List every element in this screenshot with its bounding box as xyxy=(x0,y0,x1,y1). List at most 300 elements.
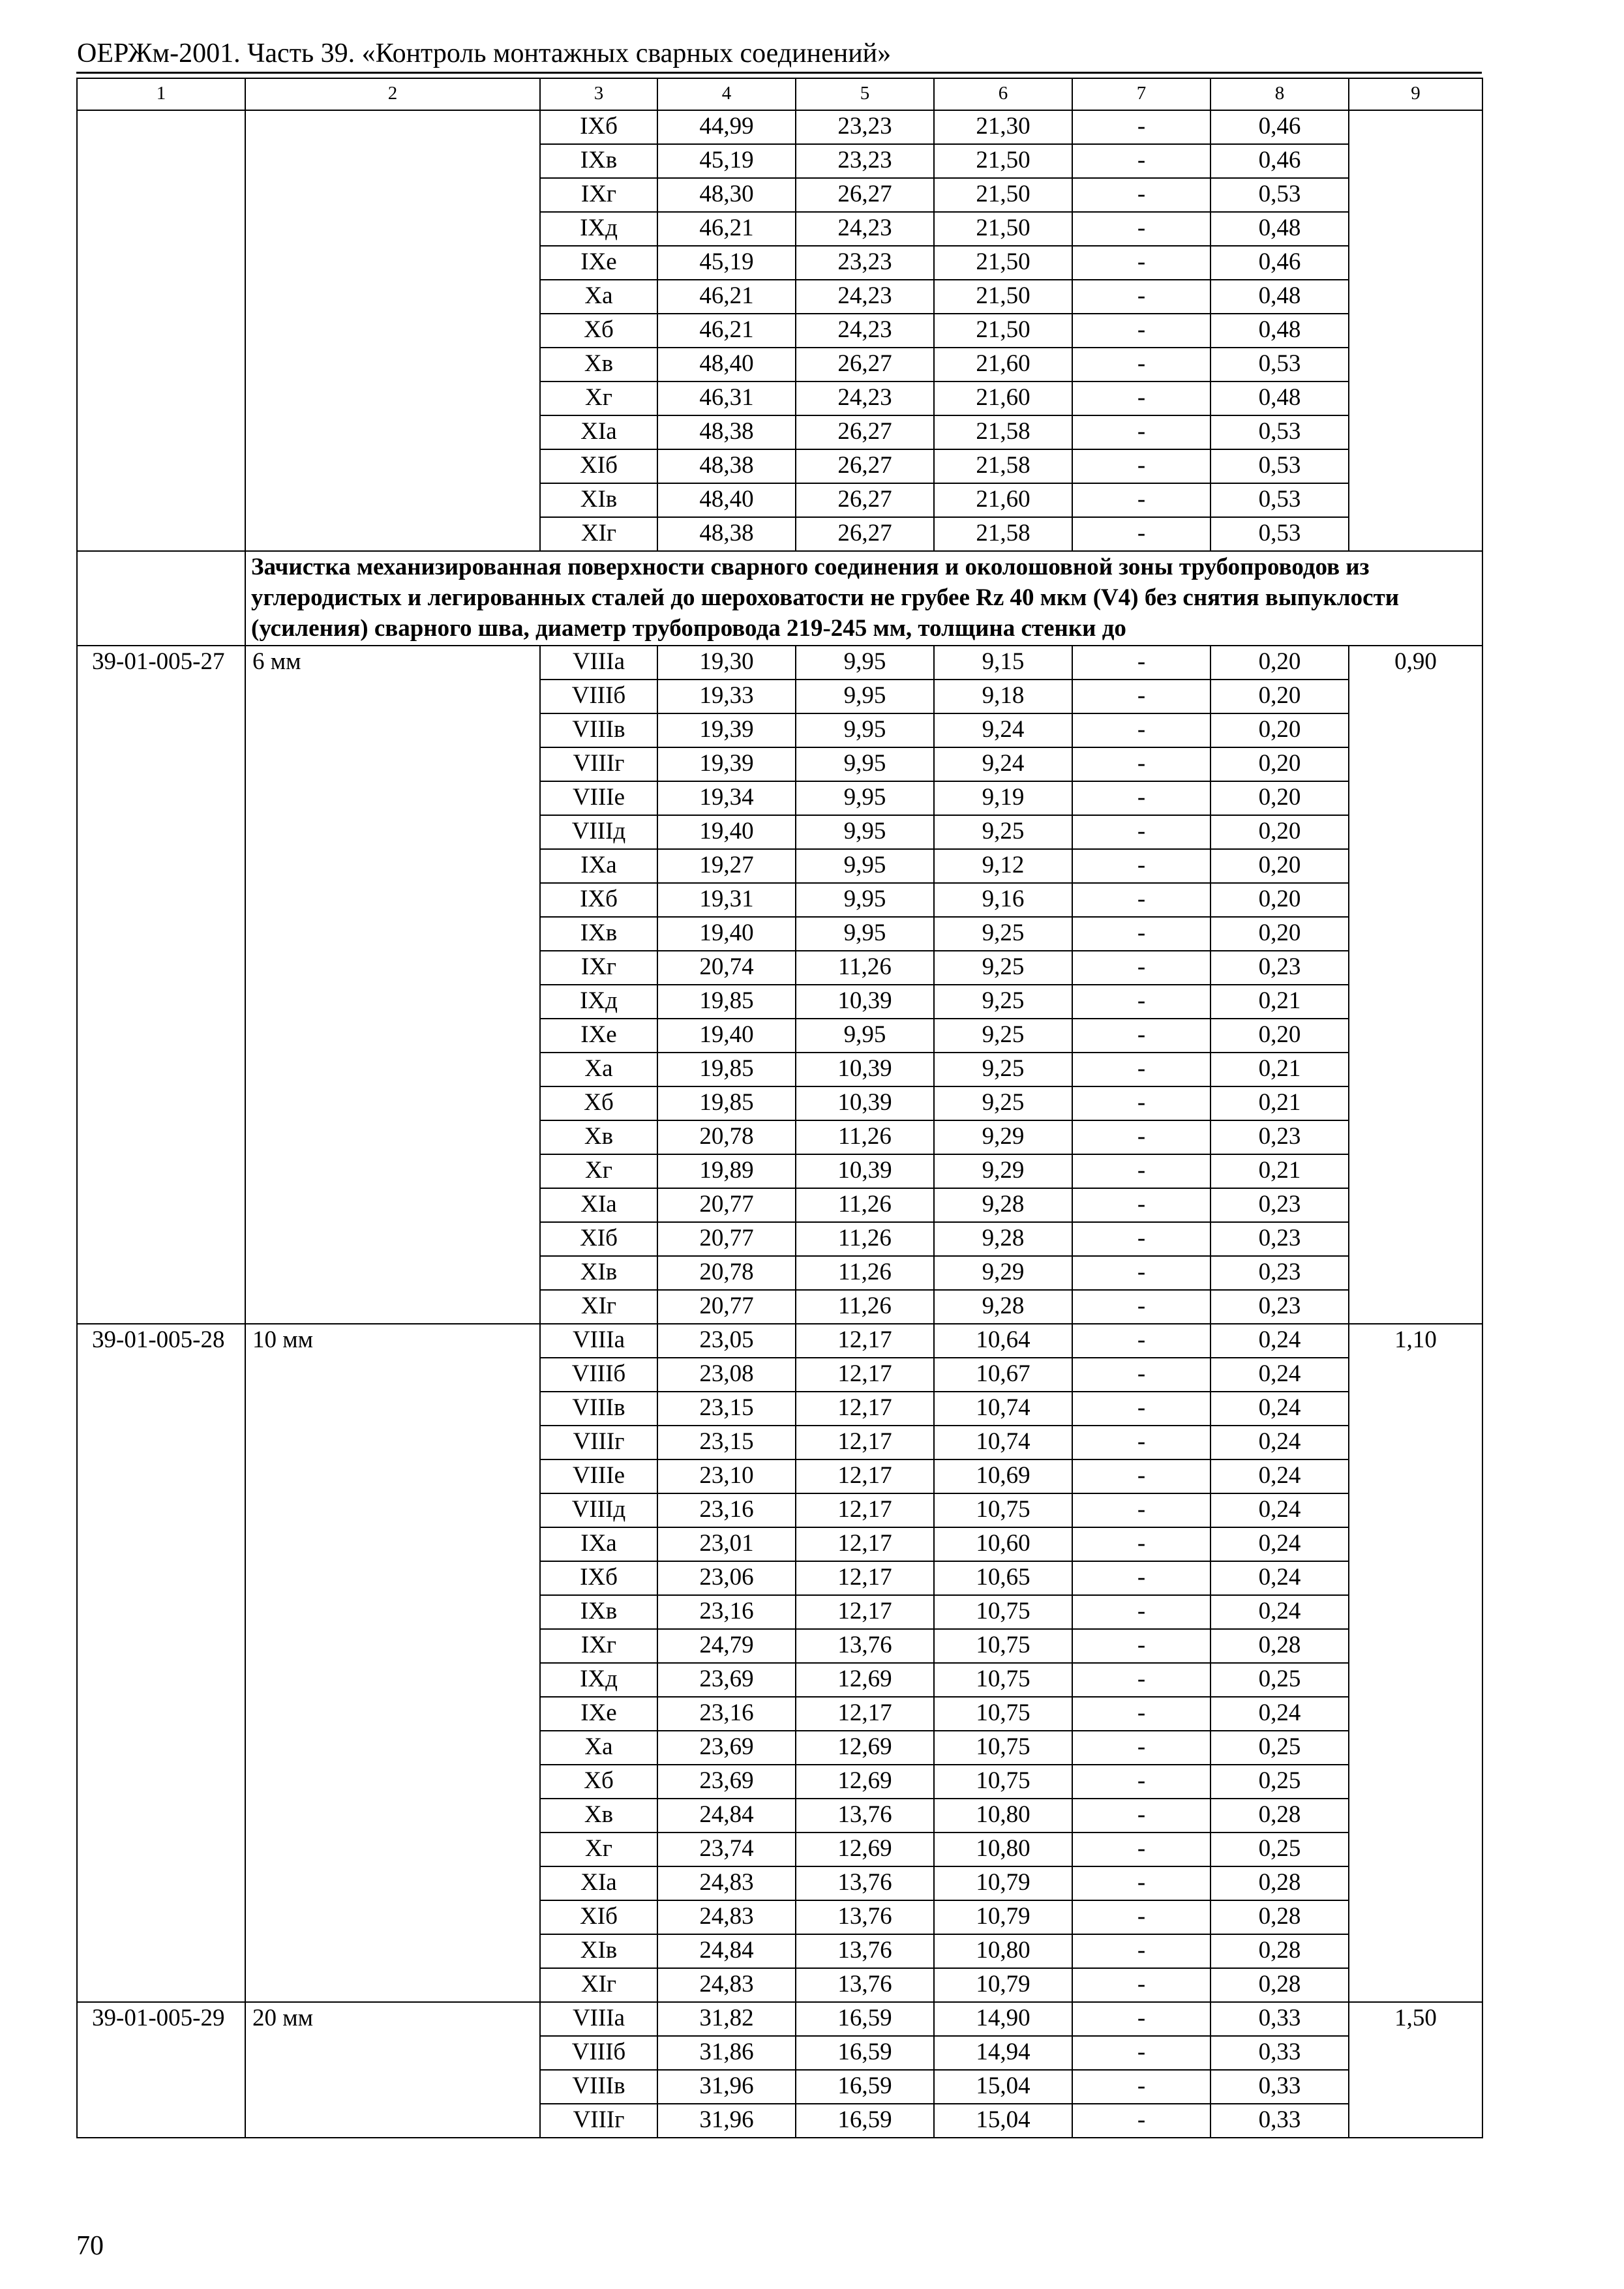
value-cell: 10,69 xyxy=(934,1459,1072,1493)
value-cell: 10,74 xyxy=(934,1426,1072,1459)
value-cell: IXг xyxy=(540,1629,657,1663)
value-cell: - xyxy=(1072,1493,1210,1527)
value-cell: IXг xyxy=(540,951,657,985)
value-cell: Xб xyxy=(540,1765,657,1799)
rate-code: 39-01-005-29 xyxy=(77,2002,245,2138)
value-cell: 0,24 xyxy=(1210,1459,1349,1493)
value-cell: IXв xyxy=(540,144,657,178)
value-cell: - xyxy=(1072,1120,1210,1154)
value-cell: - xyxy=(1072,483,1210,517)
value-cell: 0,20 xyxy=(1210,849,1349,883)
value-cell: 10,75 xyxy=(934,1663,1072,1697)
value-cell: 0,21 xyxy=(1210,1086,1349,1120)
value-cell: 0,33 xyxy=(1210,2070,1349,2104)
value-cell: 0,28 xyxy=(1210,1866,1349,1900)
value-cell: 10,79 xyxy=(934,1968,1072,2002)
table-row xyxy=(77,1324,1482,1358)
value-cell: 20,78 xyxy=(657,1120,796,1154)
value-cell: - xyxy=(1072,144,1210,178)
value-cell: 12,69 xyxy=(796,1663,934,1697)
value-cell: 9,29 xyxy=(934,1120,1072,1154)
value-cell: IXб xyxy=(540,110,657,144)
value-cell: 0,25 xyxy=(1210,1663,1349,1697)
value-cell: 10,64 xyxy=(934,1324,1072,1358)
value-cell: 11,26 xyxy=(796,1222,934,1256)
value-cell: 0,20 xyxy=(1210,646,1349,680)
value-cell: 23,15 xyxy=(657,1426,796,1459)
value-cell: Xв xyxy=(540,1120,657,1154)
value-cell: 48,38 xyxy=(657,415,796,449)
value-cell: 0,28 xyxy=(1210,1968,1349,2002)
value-cell: 12,17 xyxy=(796,1697,934,1731)
value-cell: 31,96 xyxy=(657,2104,796,2138)
value-cell: 0,25 xyxy=(1210,1765,1349,1799)
value-cell: 12,17 xyxy=(796,1358,934,1392)
value-cell: 0,28 xyxy=(1210,1934,1349,1968)
value-cell: Xв xyxy=(540,1799,657,1833)
value-cell: 0,23 xyxy=(1210,951,1349,985)
value-cell: - xyxy=(1072,246,1210,280)
value-cell: - xyxy=(1072,2036,1210,2070)
value-cell: 45,19 xyxy=(657,246,796,280)
value-cell: 10,75 xyxy=(934,1493,1072,1527)
value-cell: 23,16 xyxy=(657,1697,796,1731)
value-cell: 21,50 xyxy=(934,178,1072,212)
value-cell: 23,01 xyxy=(657,1527,796,1561)
page-header-title: ОЕРЖм-2001. Часть 39. «Контроль монтажных сварных соединений» xyxy=(77,38,892,68)
value-cell: 19,30 xyxy=(657,646,796,680)
value-cell: 48,38 xyxy=(657,517,796,551)
value-cell: 44,99 xyxy=(657,110,796,144)
value-cell: 24,83 xyxy=(657,1900,796,1934)
value-cell: 24,84 xyxy=(657,1934,796,1968)
value-cell: 20,77 xyxy=(657,1222,796,1256)
value-cell: 21,60 xyxy=(934,483,1072,517)
value-cell: VIIIв xyxy=(540,2070,657,2104)
value-cell: Xб xyxy=(540,314,657,348)
column-number: 7 xyxy=(1072,78,1210,110)
value-cell: 23,23 xyxy=(796,246,934,280)
value-cell: 23,16 xyxy=(657,1595,796,1629)
norm-value: 1,50 xyxy=(1349,2002,1482,2138)
value-cell: - xyxy=(1072,1256,1210,1290)
value-cell: - xyxy=(1072,1426,1210,1459)
value-cell: 21,60 xyxy=(934,348,1072,382)
value-cell: 10,79 xyxy=(934,1900,1072,1934)
value-cell: 9,28 xyxy=(934,1290,1072,1324)
value-cell: 19,39 xyxy=(657,747,796,781)
value-cell: 16,59 xyxy=(796,2070,934,2104)
value-cell: VIIIa xyxy=(540,2002,657,2036)
value-cell: 14,94 xyxy=(934,2036,1072,2070)
value-cell: 24,79 xyxy=(657,1629,796,1663)
value-cell: 0,33 xyxy=(1210,2104,1349,2138)
wall-thickness: 10 мм xyxy=(245,1324,540,2002)
value-cell: 0,20 xyxy=(1210,781,1349,815)
value-cell: 0,25 xyxy=(1210,1731,1349,1765)
value-cell: 46,21 xyxy=(657,212,796,246)
value-cell: 23,10 xyxy=(657,1459,796,1493)
value-cell: 0,53 xyxy=(1210,483,1349,517)
value-cell: - xyxy=(1072,1697,1210,1731)
value-cell: 10,60 xyxy=(934,1527,1072,1561)
value-cell: 0,20 xyxy=(1210,680,1349,713)
value-cell: 0,24 xyxy=(1210,1697,1349,1731)
value-cell: 24,23 xyxy=(796,212,934,246)
value-cell: 24,84 xyxy=(657,1799,796,1833)
value-cell: 19,31 xyxy=(657,883,796,917)
value-cell: 13,76 xyxy=(796,1629,934,1663)
value-cell: 0,24 xyxy=(1210,1392,1349,1426)
value-cell: 0,23 xyxy=(1210,1222,1349,1256)
value-cell: - xyxy=(1072,415,1210,449)
value-cell: 21,60 xyxy=(934,382,1072,415)
value-cell: - xyxy=(1072,646,1210,680)
value-cell: 21,50 xyxy=(934,212,1072,246)
value-cell: - xyxy=(1072,1290,1210,1324)
column-number: 3 xyxy=(540,78,657,110)
value-cell: 23,15 xyxy=(657,1392,796,1426)
value-cell: XIв xyxy=(540,1256,657,1290)
value-cell: VIIIв xyxy=(540,1392,657,1426)
value-cell: 13,76 xyxy=(796,1799,934,1833)
value-cell: 13,76 xyxy=(796,1900,934,1934)
value-cell: 19,34 xyxy=(657,781,796,815)
value-cell: 24,23 xyxy=(796,314,934,348)
value-cell: 0,20 xyxy=(1210,747,1349,781)
value-cell: IXб xyxy=(540,883,657,917)
value-cell: 9,25 xyxy=(934,1086,1072,1120)
value-cell: 0,48 xyxy=(1210,314,1349,348)
value-cell: - xyxy=(1072,314,1210,348)
value-cell: 21,58 xyxy=(934,449,1072,483)
value-cell: 12,17 xyxy=(796,1595,934,1629)
value-cell: 0,24 xyxy=(1210,1595,1349,1629)
value-cell: 9,28 xyxy=(934,1222,1072,1256)
value-cell: - xyxy=(1072,985,1210,1019)
value-cell: 0,46 xyxy=(1210,246,1349,280)
value-cell: VIIIе xyxy=(540,1459,657,1493)
table-row xyxy=(77,646,1482,680)
value-cell: - xyxy=(1072,781,1210,815)
value-cell: 19,85 xyxy=(657,1053,796,1086)
rate-code: 39-01-005-28 xyxy=(77,1324,245,2002)
value-cell: 9,95 xyxy=(796,680,934,713)
value-cell: IXв xyxy=(540,1595,657,1629)
norm-value: 0,90 xyxy=(1349,646,1482,1324)
value-cell: VIIIг xyxy=(540,747,657,781)
column-number: 8 xyxy=(1210,78,1349,110)
value-cell: 9,95 xyxy=(796,747,934,781)
value-cell: 0,28 xyxy=(1210,1629,1349,1663)
value-cell: - xyxy=(1072,1392,1210,1426)
value-cell: 16,59 xyxy=(796,2104,934,2138)
value-cell: 21,50 xyxy=(934,246,1072,280)
value-cell: VIIIa xyxy=(540,646,657,680)
value-cell: 12,17 xyxy=(796,1324,934,1358)
value-cell: 21,50 xyxy=(934,314,1072,348)
value-cell: 0,48 xyxy=(1210,212,1349,246)
value-cell: 9,29 xyxy=(934,1256,1072,1290)
column-number: 1 xyxy=(77,78,245,110)
value-cell: 19,33 xyxy=(657,680,796,713)
value-cell: VIIIв xyxy=(540,713,657,747)
value-cell: - xyxy=(1072,1934,1210,1968)
value-cell: - xyxy=(1072,382,1210,415)
value-cell: 9,95 xyxy=(796,1019,934,1053)
rate-code: 39-01-005-27 xyxy=(77,646,245,1324)
value-cell: - xyxy=(1072,110,1210,144)
value-cell: 9,95 xyxy=(796,781,934,815)
value-cell: VIIIб xyxy=(540,2036,657,2070)
value-cell: 23,05 xyxy=(657,1324,796,1358)
value-cell: XIa xyxy=(540,415,657,449)
value-cell: - xyxy=(1072,2002,1210,2036)
value-cell: 11,26 xyxy=(796,1290,934,1324)
value-cell: IXг xyxy=(540,178,657,212)
value-cell: 16,59 xyxy=(796,2002,934,2036)
value-cell: 26,27 xyxy=(796,517,934,551)
value-cell: 10,39 xyxy=(796,1086,934,1120)
value-cell: 26,27 xyxy=(796,415,934,449)
value-cell: 10,80 xyxy=(934,1833,1072,1866)
value-cell: 9,95 xyxy=(796,713,934,747)
value-cell: 9,28 xyxy=(934,1188,1072,1222)
value-cell: 12,69 xyxy=(796,1833,934,1866)
table-row xyxy=(77,110,1482,144)
value-cell: 10,39 xyxy=(796,985,934,1019)
value-cell: IXa xyxy=(540,849,657,883)
value-cell: VIIIе xyxy=(540,781,657,815)
value-cell: 11,26 xyxy=(796,1188,934,1222)
value-cell: 0,23 xyxy=(1210,1188,1349,1222)
value-cell: 19,39 xyxy=(657,713,796,747)
value-cell: XIб xyxy=(540,1222,657,1256)
value-cell: 48,40 xyxy=(657,348,796,382)
value-cell: - xyxy=(1072,2104,1210,2138)
value-cell: 48,40 xyxy=(657,483,796,517)
value-cell: - xyxy=(1072,1595,1210,1629)
value-cell: IXе xyxy=(540,246,657,280)
value-cell: 0,23 xyxy=(1210,1120,1349,1154)
value-cell: VIIIa xyxy=(540,1324,657,1358)
value-cell: 12,17 xyxy=(796,1426,934,1459)
value-cell: - xyxy=(1072,2070,1210,2104)
value-cell: 9,95 xyxy=(796,883,934,917)
value-cell: 24,83 xyxy=(657,1866,796,1900)
value-cell: - xyxy=(1072,517,1210,551)
value-cell: IXе xyxy=(540,1697,657,1731)
value-cell: 9,16 xyxy=(934,883,1072,917)
value-cell: 26,27 xyxy=(796,449,934,483)
value-cell: XIб xyxy=(540,1900,657,1934)
value-cell: 23,06 xyxy=(657,1561,796,1595)
value-cell: 10,39 xyxy=(796,1154,934,1188)
value-cell: 9,12 xyxy=(934,849,1072,883)
value-cell: 10,75 xyxy=(934,1595,1072,1629)
value-cell: VIIIд xyxy=(540,1493,657,1527)
page-number: 70 xyxy=(76,2231,104,2261)
value-cell: 19,40 xyxy=(657,1019,796,1053)
value-cell: 0,53 xyxy=(1210,348,1349,382)
value-cell: 20,74 xyxy=(657,951,796,985)
value-cell: - xyxy=(1072,883,1210,917)
value-cell: 9,25 xyxy=(934,985,1072,1019)
value-cell: 0,48 xyxy=(1210,280,1349,314)
value-cell: 0,21 xyxy=(1210,1053,1349,1086)
value-cell: 48,38 xyxy=(657,449,796,483)
value-cell: - xyxy=(1072,178,1210,212)
value-cell: 0,48 xyxy=(1210,382,1349,415)
value-cell: 12,17 xyxy=(796,1392,934,1426)
value-cell: 19,40 xyxy=(657,815,796,849)
value-cell: - xyxy=(1072,1663,1210,1697)
value-cell: 19,27 xyxy=(657,849,796,883)
header-rule xyxy=(76,72,1482,74)
wall-thickness: 20 мм xyxy=(245,2002,540,2138)
value-cell: - xyxy=(1072,1799,1210,1833)
value-cell: VIIIг xyxy=(540,1426,657,1459)
value-cell: 0,28 xyxy=(1210,1799,1349,1833)
value-cell: - xyxy=(1072,680,1210,713)
section-blank-cell xyxy=(77,551,245,646)
value-cell: Xг xyxy=(540,1833,657,1866)
column-number: 9 xyxy=(1349,78,1482,110)
value-cell: 31,82 xyxy=(657,2002,796,2036)
value-cell: XIa xyxy=(540,1866,657,1900)
value-cell: XIг xyxy=(540,517,657,551)
value-cell: IXд xyxy=(540,985,657,1019)
value-cell: Xг xyxy=(540,1154,657,1188)
value-cell: 13,76 xyxy=(796,1934,934,1968)
value-cell: - xyxy=(1072,1765,1210,1799)
value-cell: 9,25 xyxy=(934,917,1072,951)
value-cell: Xa xyxy=(540,280,657,314)
value-cell: 0,21 xyxy=(1210,1154,1349,1188)
value-cell: - xyxy=(1072,1833,1210,1866)
value-cell: 19,40 xyxy=(657,917,796,951)
value-cell: XIв xyxy=(540,483,657,517)
value-cell: 10,75 xyxy=(934,1697,1072,1731)
value-cell: - xyxy=(1072,815,1210,849)
value-cell: - xyxy=(1072,1324,1210,1358)
value-cell: IXд xyxy=(540,1663,657,1697)
value-cell: 9,95 xyxy=(796,917,934,951)
value-cell: XIa xyxy=(540,1188,657,1222)
value-cell: 24,23 xyxy=(796,280,934,314)
value-cell: 21,50 xyxy=(934,280,1072,314)
value-cell: Xг xyxy=(540,382,657,415)
value-cell: 0,53 xyxy=(1210,178,1349,212)
value-cell: 0,23 xyxy=(1210,1256,1349,1290)
value-cell: - xyxy=(1072,212,1210,246)
value-cell: 0,24 xyxy=(1210,1426,1349,1459)
value-cell: 16,59 xyxy=(796,2036,934,2070)
value-cell: 0,33 xyxy=(1210,2002,1349,2036)
value-cell: 0,46 xyxy=(1210,110,1349,144)
value-cell: IXе xyxy=(540,1019,657,1053)
value-cell: 0,24 xyxy=(1210,1493,1349,1527)
value-cell: 21,58 xyxy=(934,517,1072,551)
value-cell: 0,24 xyxy=(1210,1561,1349,1595)
value-cell: 46,21 xyxy=(657,280,796,314)
value-cell: VIIIб xyxy=(540,680,657,713)
value-cell: 23,69 xyxy=(657,1731,796,1765)
value-cell: 0,24 xyxy=(1210,1324,1349,1358)
code-cell xyxy=(77,110,245,551)
value-cell: 23,69 xyxy=(657,1663,796,1697)
value-cell: VIIIг xyxy=(540,2104,657,2138)
value-cell: IXa xyxy=(540,1527,657,1561)
value-cell: Xв xyxy=(540,348,657,382)
value-cell: 13,76 xyxy=(796,1968,934,2002)
value-cell: 45,19 xyxy=(657,144,796,178)
wall-thickness: 6 мм xyxy=(245,646,540,1324)
value-cell: - xyxy=(1072,1053,1210,1086)
value-cell: IXб xyxy=(540,1561,657,1595)
value-cell: 0,24 xyxy=(1210,1358,1349,1392)
value-cell: 46,21 xyxy=(657,314,796,348)
value-cell: 0,53 xyxy=(1210,449,1349,483)
value-cell: 23,23 xyxy=(796,110,934,144)
value-cell: - xyxy=(1072,1629,1210,1663)
value-cell: VIIIд xyxy=(540,815,657,849)
value-cell: XIг xyxy=(540,1968,657,2002)
value-cell: 9,95 xyxy=(796,849,934,883)
value-cell: 9,25 xyxy=(934,1019,1072,1053)
value-cell: - xyxy=(1072,1866,1210,1900)
value-cell: VIIIб xyxy=(540,1358,657,1392)
value-cell: - xyxy=(1072,1019,1210,1053)
value-cell: - xyxy=(1072,280,1210,314)
value-cell: 19,85 xyxy=(657,985,796,1019)
value-cell: 13,76 xyxy=(796,1866,934,1900)
value-cell: 19,85 xyxy=(657,1086,796,1120)
value-cell: - xyxy=(1072,747,1210,781)
value-cell: 26,27 xyxy=(796,483,934,517)
value-cell: 0,20 xyxy=(1210,713,1349,747)
norm-value: 1,10 xyxy=(1349,1324,1482,2002)
value-cell: 48,30 xyxy=(657,178,796,212)
value-cell: 10,74 xyxy=(934,1392,1072,1426)
value-cell: 12,69 xyxy=(796,1731,934,1765)
section-header-row xyxy=(77,551,1482,646)
value-cell: 0,20 xyxy=(1210,917,1349,951)
value-cell: - xyxy=(1072,1222,1210,1256)
value-cell: 21,50 xyxy=(934,144,1072,178)
value-cell: 10,75 xyxy=(934,1629,1072,1663)
value-cell: 24,83 xyxy=(657,1968,796,2002)
norm-cell xyxy=(1349,110,1482,551)
value-cell: 24,23 xyxy=(796,382,934,415)
value-cell: 10,80 xyxy=(934,1934,1072,1968)
value-cell: 14,90 xyxy=(934,2002,1072,2036)
value-cell: 23,08 xyxy=(657,1358,796,1392)
value-cell: 9,24 xyxy=(934,747,1072,781)
value-cell: 9,95 xyxy=(796,646,934,680)
value-cell: 15,04 xyxy=(934,2104,1072,2138)
value-cell: - xyxy=(1072,1731,1210,1765)
value-cell: 23,69 xyxy=(657,1765,796,1799)
value-cell: 0,46 xyxy=(1210,144,1349,178)
value-cell: 9,25 xyxy=(934,951,1072,985)
value-cell: XIг xyxy=(540,1290,657,1324)
column-number: 4 xyxy=(657,78,796,110)
value-cell: 9,19 xyxy=(934,781,1072,815)
value-cell: 0,53 xyxy=(1210,517,1349,551)
value-cell: - xyxy=(1072,1086,1210,1120)
value-cell: IXв xyxy=(540,917,657,951)
